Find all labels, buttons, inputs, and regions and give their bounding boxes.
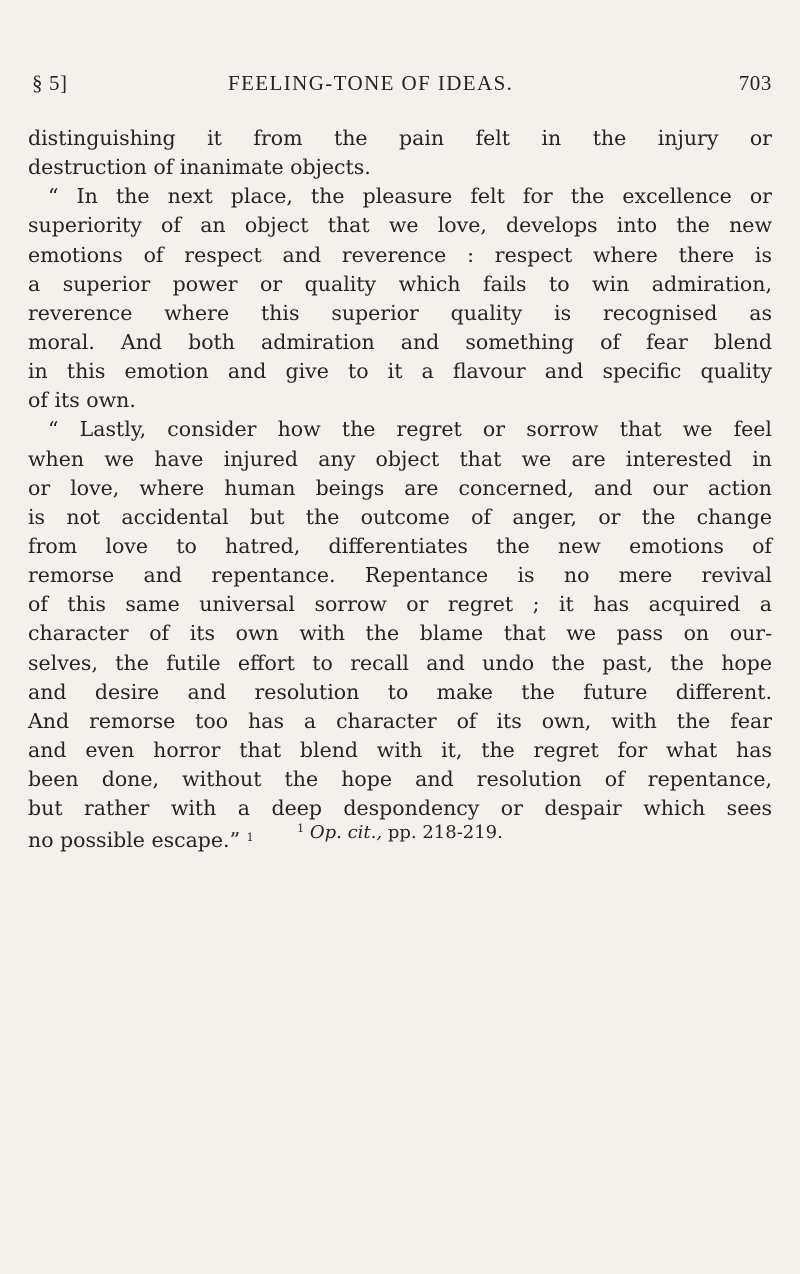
text-line: no possible escape.” (28, 828, 241, 853)
text-line: character of its own with the blame that we pass on our- (28, 621, 772, 646)
footnote-citation: Op. cit., (309, 822, 383, 843)
text-line: of its own. (28, 388, 136, 413)
page-number: 703 (738, 71, 772, 95)
text-line: reverence where this superior quality is recognised as (28, 300, 772, 325)
running-title: FEELING-TONE OF IDEAS. (228, 71, 514, 95)
text-line: And remorse too has a character of its own, with the fear (28, 708, 772, 733)
text-line: moral. And both admiration and something of fear blend (28, 329, 772, 354)
text-line: emotions of respect and reverence : respect where there is (28, 242, 772, 267)
body-text (28, 124, 772, 853)
text-line: when we have injured any object that we are interested in (28, 446, 772, 471)
text-line: or love, where human beings are concerned, and our action (28, 475, 772, 500)
running-head (28, 71, 772, 101)
text-line: “ Lastly, consider how the regret or sorrow that we feel (48, 417, 772, 442)
text-line: a superior power or quality which fails to win admiration, (28, 271, 772, 296)
footnote (0, 822, 800, 843)
footnote-pages: pp. 218-219. (387, 822, 503, 843)
footnote-marker: 1 (297, 822, 305, 835)
text-line: and desire and resolution to make the future different. (28, 679, 772, 704)
footnote-reference[interactable]: 1 (246, 831, 254, 845)
text-line: from love to hatred, differentiates the new emotions of (28, 533, 772, 558)
section-marker: § 5] (32, 71, 68, 95)
text-line: “ In the next place, the pleasure felt for the excellence or (48, 184, 772, 209)
text-line: selves, the futile effort to recall and undo the past, the hope (28, 650, 772, 675)
text-line: destruction of inanimate objects. (28, 155, 371, 180)
text-line: in this emotion and give to it a flavour and specific quality (28, 359, 772, 384)
text-line: distinguishing it from the pain felt in the injury or (28, 126, 772, 150)
text-line: is not accidental but the outcome of anger, or the change (28, 504, 772, 529)
text-line: of this same universal sorrow or regret ; it has acquired a (28, 592, 772, 617)
text-line: and even horror that blend with it, the regret for what has (28, 737, 772, 762)
text-line: been done, without the hope and resolution of repentance, (28, 767, 772, 792)
text-line: remorse and repentance. Repentance is no mere revival (28, 563, 772, 588)
text-line: but rather with a deep despondency or despair which sees (28, 796, 772, 821)
text-line: superiority of an object that we love, develops into the new (28, 213, 772, 238)
